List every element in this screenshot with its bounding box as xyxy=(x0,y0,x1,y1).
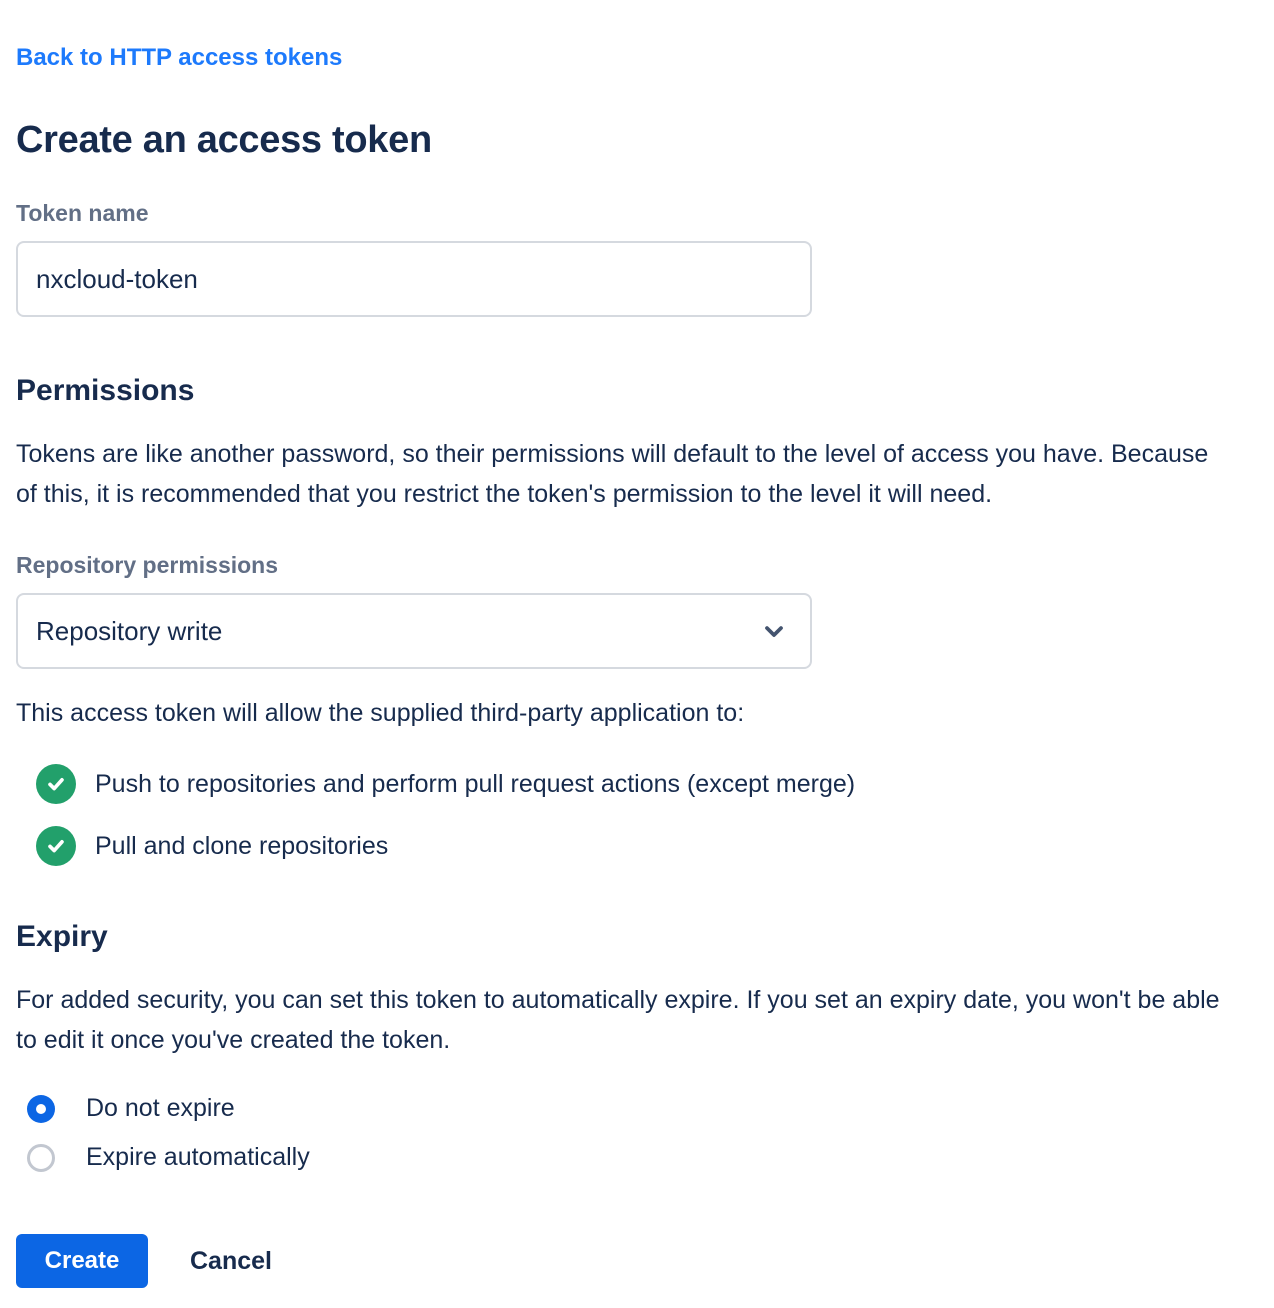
repository-permissions-select[interactable] xyxy=(16,593,812,669)
token-name-label: Token name xyxy=(16,200,149,226)
radio-label: Do not expire xyxy=(86,1094,235,1122)
capability-text: Pull and clone repositories xyxy=(95,831,389,860)
check-icon xyxy=(36,826,76,866)
permissions-description: Tokens are like another password, so their permissions will default to the level of access you have. Because of this, it is recommended that you restrict the token's permission to the level it will need. xyxy=(16,440,1209,508)
page-title: Create an access token xyxy=(16,119,432,161)
allow-intro-text: This access token will allow the supplied third-party application to: xyxy=(16,699,745,727)
capability-text: Push to repositories and perform pull request actions (except merge) xyxy=(95,769,856,798)
radio-label: Expire automatically xyxy=(86,1143,310,1171)
permissions-heading: Permissions xyxy=(16,374,195,407)
chevron-down-icon xyxy=(760,617,788,645)
expiry-radio-group xyxy=(16,1094,1258,1172)
check-icon xyxy=(36,764,76,804)
back-to-http-access-tokens-link[interactable]: Back to HTTP access tokens xyxy=(16,44,343,71)
radio-selected-icon[interactable] xyxy=(27,1095,55,1123)
token-name-input[interactable] xyxy=(16,241,812,317)
expiry-heading: Expiry xyxy=(16,920,108,953)
radio-option-do-not-expire[interactable] xyxy=(27,1094,1258,1123)
repository-permissions-selected-value: Repository write xyxy=(36,615,223,646)
cancel-button[interactable]: Cancel xyxy=(172,1234,290,1288)
form-actions xyxy=(16,1234,1258,1288)
create-button[interactable]: Create xyxy=(16,1234,148,1288)
expiry-description: For added security, you can set this token to automatically expire. If you set an expiry date, you won't be able to edit it once you've created the token. xyxy=(16,986,1220,1054)
radio-option-expire-automatically[interactable] xyxy=(27,1143,1258,1172)
capability-item xyxy=(36,764,1258,804)
radio-unselected-icon[interactable] xyxy=(27,1144,55,1172)
capability-list xyxy=(16,764,1258,866)
repository-permissions-label: Repository permissions xyxy=(16,552,279,578)
capability-item xyxy=(36,826,1258,866)
